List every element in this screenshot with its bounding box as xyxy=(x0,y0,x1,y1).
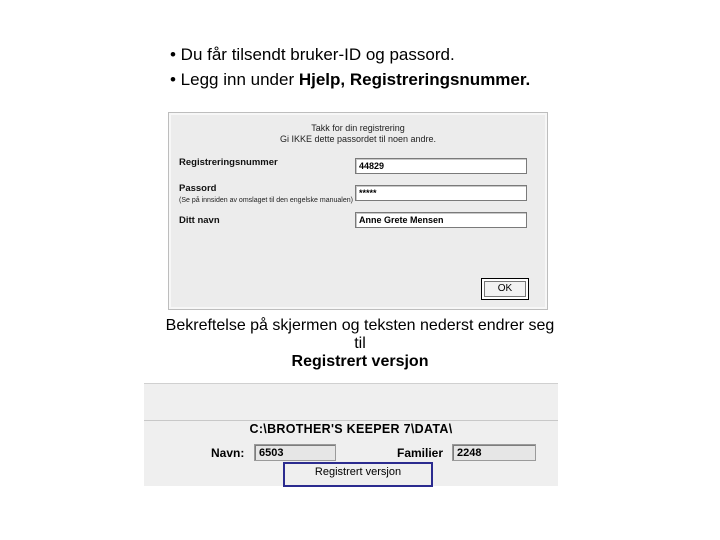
bullet-2 xyxy=(170,67,530,92)
familier-value: 2248 xyxy=(452,444,536,461)
caption xyxy=(120,317,600,371)
navn-label: Navn: xyxy=(211,446,245,460)
password-label: Passord xyxy=(179,183,217,194)
reg-number-label: Registreringsnummer xyxy=(179,157,278,168)
name-label: Ditt navn xyxy=(179,215,220,226)
navn-value: 6503 xyxy=(254,444,336,461)
reg-number-input[interactable] xyxy=(355,158,527,174)
bullet-1 xyxy=(170,42,530,67)
registration-dialog xyxy=(168,112,548,310)
familier-label: Familier xyxy=(397,446,444,460)
status-divider xyxy=(144,420,558,421)
password-input[interactable] xyxy=(355,185,527,201)
bullet-2-text: • Legg inn under xyxy=(170,70,299,89)
status-panel xyxy=(144,383,558,486)
bullet-1-text: • Du får tilsendt bruker-ID og passord. xyxy=(170,45,455,64)
caption-line-1: Bekreftelse på skjermen og teksten nederst endrer seg xyxy=(165,317,555,334)
dialog-thanks-line-1: Takk for din registrering xyxy=(311,123,405,133)
registered-version-status: Registrert versjon xyxy=(283,462,433,487)
ok-button[interactable]: OK xyxy=(481,278,529,300)
data-path: C:\BROTHER'S KEEPER 7\DATA\ xyxy=(249,422,453,436)
bullet-2-bold: Hjelp, Registreringsnummer. xyxy=(298,70,531,89)
name-input[interactable] xyxy=(355,212,527,228)
instruction-bullets xyxy=(170,42,530,92)
dialog-thanks-line-2: Gi IKKE dette passordet til noen andre. xyxy=(279,134,437,144)
caption-line-2: til xyxy=(354,335,366,352)
caption-line-3: Registrert versjon xyxy=(291,353,429,370)
password-note: (Se på innsiden av omslaget til den engelske manualen) xyxy=(179,197,353,204)
